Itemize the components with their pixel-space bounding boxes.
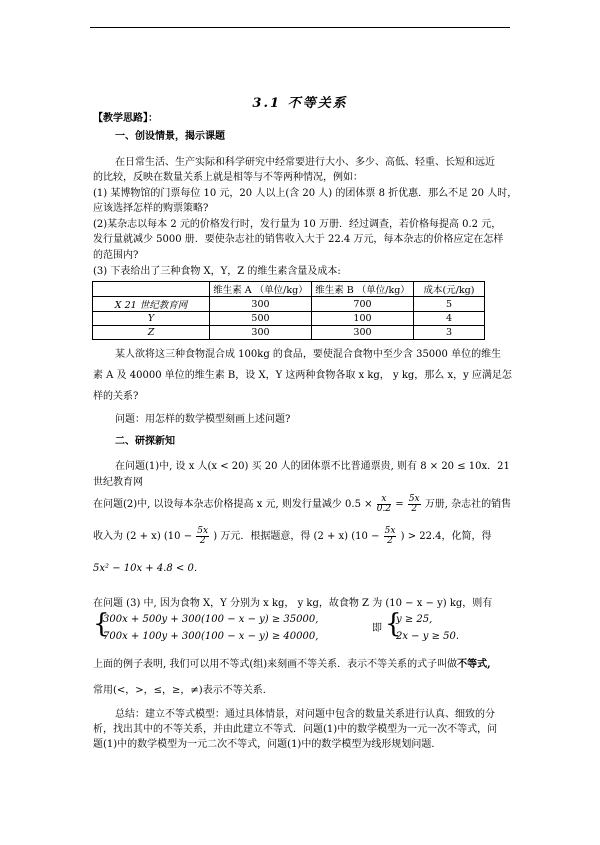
table-row	[93, 326, 485, 340]
fraction-numerator: 5x	[408, 494, 420, 504]
intro-line-2: 的比较，反映在数量关系上就是相等与不等两种情况，例如：	[93, 172, 363, 183]
conclusion-line-2: 常用(<，>，≤，≥，≠)表示不等关系．	[93, 685, 273, 696]
left-brace: {	[93, 609, 110, 639]
example-2-line-3: 的范围内?	[93, 250, 139, 261]
conclusion-text: 上面的例子表明, 我们可以用不等式(组)来刻画不等关系．表示不等关系的式子叫做	[93, 659, 458, 670]
term-inequality: 不等式,	[457, 659, 491, 670]
fraction-denominator: 2	[199, 536, 206, 546]
table-header-cell: 维生素 A （单位/kg）	[210, 282, 312, 297]
table-cell: 700	[312, 297, 414, 312]
table-header-cell: 成本(元/kg)	[414, 282, 485, 297]
example-3-intro: (3) 下表给出了三种食物 X，Y，Z 的维生素含量及成本:	[93, 266, 341, 277]
mix-line-1: 某人欲将这三种食物混合成 100kg 的食品，要使混合食物中至少含 35000 单位的维生	[115, 349, 502, 360]
heading-1: 一、创设情景，揭示课题	[115, 131, 225, 142]
equals-sign: =	[395, 499, 404, 510]
problem-2-line-1	[93, 495, 511, 514]
system-2-line-2: 2x − y ≥ 50.	[396, 631, 460, 642]
table-cell: Y	[93, 312, 210, 326]
table-cell: 500	[210, 312, 312, 326]
summary-line-1: 总结：建立不等式模型：通过具体情景，对问题中包含的数量关系进行认真、细致的分	[115, 709, 495, 720]
example-2-line-1: (2)某杂志以每本 2 元的价格发行时，发行量为 10 万册．经过调查，若价格每提高 0.2 元，	[93, 219, 502, 230]
table-cell: 300	[210, 326, 312, 340]
example-1-line-1: (1) 某博物馆的门票每位 10 元，20 人以上(含 20 人) 的团体票 8 折优惠．那么不足 20 人时，	[93, 188, 518, 199]
nutrition-table	[92, 281, 485, 340]
fraction-numerator: x	[377, 495, 391, 505]
table-cell: 100	[312, 312, 414, 326]
fraction-numerator: 5x	[197, 526, 209, 536]
fraction-denominator: 2	[411, 504, 418, 514]
equivalent-label: 即	[372, 623, 382, 634]
table-header-cell: 维生素 B （单位/kg）	[312, 282, 414, 297]
table-cell: 300	[210, 297, 312, 312]
mix-line-2: 素 A 及 40000 单位的维生素 B，设 X，Y 这两种食物各取 x kg， y kg，那么 x，y 应满足怎	[93, 370, 512, 381]
table-row	[93, 297, 485, 312]
intro-line-1: 在日常生活、生产实际和科学研究中经常要进行大小、多少、高低、轻重、长短和远近	[115, 157, 495, 168]
fraction	[384, 527, 397, 546]
problem-1-line-2: 世纪教育网	[93, 477, 143, 488]
system-2-line-1: y ≥ 25,	[396, 614, 433, 625]
fraction-denominator: 2	[387, 536, 393, 546]
page-title: 3.1 不等关系	[252, 96, 348, 111]
table-cell: 5	[414, 297, 485, 312]
table-cell: X 21 世纪教育网	[93, 297, 210, 312]
simplified-inequality: 5x² − 10x + 4.8 < 0．	[93, 563, 204, 574]
summary-line-3: 题(1)中的数学模型为一元二次不等式，问题(1)中的数学模型为线形规划问题．	[93, 739, 442, 750]
problem-2-line-2	[93, 527, 492, 546]
table-header-row	[93, 282, 485, 297]
system-1-line-2: 700x + 100y + 300(100 − x − y) ≥ 40000,	[103, 631, 319, 642]
section-label: 【教学思路】：	[93, 113, 158, 124]
table-cell: 3	[414, 326, 485, 340]
problem-2-text: ) 万元．根据题意，得 (2 + x) (10 −	[213, 531, 380, 542]
system-1-line-1: 300x + 500y + 300(100 − x − y) ≥ 35000,	[103, 614, 319, 625]
mix-line-3: 样的关系?	[93, 391, 139, 402]
fraction-numerator: 5x	[384, 526, 396, 536]
table-cell: 4	[414, 312, 485, 326]
problem-2-text: 在问题(2)中, 以设每本杂志价格提高 x 元, 则发行量减少 0.5 ×	[93, 499, 373, 510]
conclusion-line-1	[93, 659, 491, 671]
example-2-line-2: 发行量就减少 5000 册．要使杂志社的销售收入大于 22.4 万元，每本杂志的价格应定在怎样	[93, 234, 504, 245]
summary-line-2: 析，找出其中的不等关系，并由此建立不等式．问题(1)中的数学模型为一元一次不等式，问	[93, 724, 498, 735]
fraction	[377, 495, 391, 514]
table-row	[93, 312, 485, 326]
problem-2-text: 万册, 杂志社的销售	[424, 499, 512, 510]
question-line: 问题：用怎样的数学模型刻画上述问题?	[115, 414, 291, 425]
left-brace: {	[385, 609, 402, 639]
heading-2: 二、研探新知	[115, 436, 175, 447]
problem-2-text: ) > 22.4，化简，得	[400, 531, 492, 542]
table-cell: 300	[312, 326, 414, 340]
problem-2-text: 收入为 (2 + x) (10 −	[93, 531, 193, 542]
problem-3-line: 在问题 (3) 中, 因为食物 X，Y 分别为 x kg， y kg，故食物 Z 为 (10 − x − y) kg，则有	[93, 598, 493, 609]
table-cell: Z	[93, 326, 210, 340]
fraction	[408, 495, 421, 514]
problem-1-line-1: 在问题(1)中, 设 x 人(x < 20) 买 20 人的团体票不比普通票贵, 则有 8 × 20 ≤ 10x．21	[115, 461, 510, 472]
example-1-line-2: 应该选择怎样的购票策略?	[93, 203, 209, 214]
header-rule	[90, 27, 510, 28]
fraction	[196, 527, 209, 546]
fraction-denominator: 0.2	[376, 504, 392, 514]
table-header-cell	[93, 282, 210, 297]
